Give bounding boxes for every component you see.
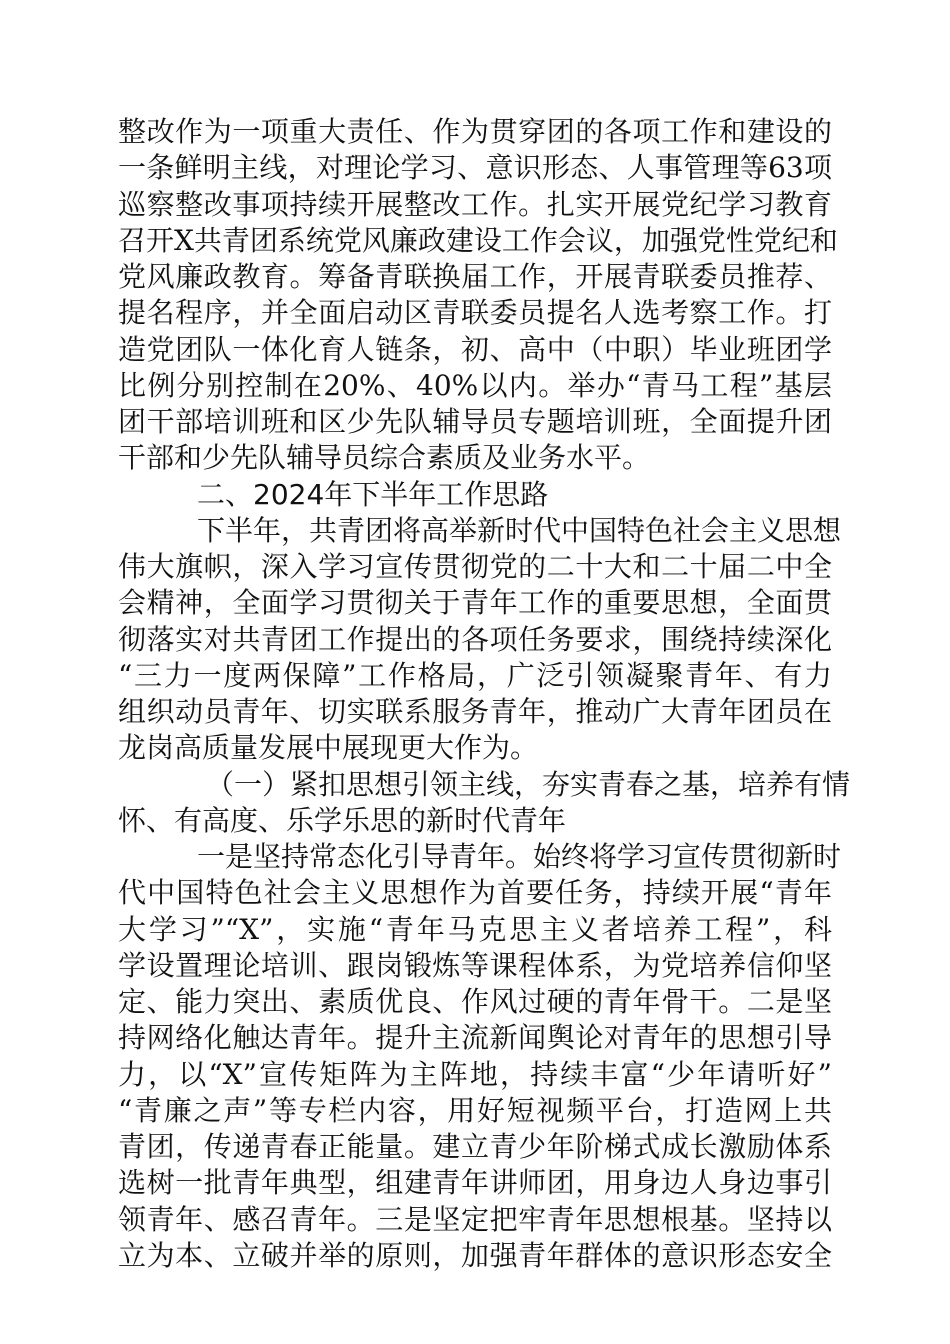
text-line: 大学习”“X”，实施“青年马克思主义者培养工程”，科 bbox=[118, 912, 832, 946]
text-line: 定、能力突出、素质优良、作风过硬的青年骨干。二是坚 bbox=[118, 985, 832, 1018]
text-line: 比例分别控制在20%、40%以内。举办“青马工程”基层 bbox=[118, 368, 832, 402]
text-line: 会精神，全面学习贯彻关于青年工作的重要思想，全面贯 bbox=[118, 586, 832, 620]
paragraph-second-half-overview bbox=[118, 513, 842, 767]
section-heading bbox=[118, 477, 832, 513]
paragraph-ideological-guidance bbox=[118, 839, 842, 1274]
text-line: 代中国特色社会主义思想作为首要任务，持续开展“青年 bbox=[118, 876, 832, 910]
text-line: 整改作为一项重大责任、作为贯穿团的各项工作和建设的 bbox=[118, 115, 832, 148]
text-line: 龙岗高质量发展中展现更大作为。 bbox=[118, 731, 539, 765]
text-line: 领青年、感召青年。三是坚定把牢青年思想根基。坚持以 bbox=[118, 1202, 832, 1236]
text-line: 青团，传递青春正能量。建立青少年阶梯式成长激励体系 bbox=[118, 1130, 832, 1163]
text-line: 力，以“X”宣传矩阵为主阵地，持续丰富“少年请听好” bbox=[118, 1057, 832, 1091]
text-line: 党风廉政教育。筹备青联换届工作，开展青联委员推荐、 bbox=[118, 260, 832, 293]
text-line: 一条鲜明主线，对理论学习、意识形态、人事管理等63项 bbox=[118, 151, 832, 185]
text-line: 选树一批青年典型，组建青年讲师团，用身边人身边事引 bbox=[118, 1166, 832, 1200]
text-line: 伟大旗帜，深入学习宣传贯彻党的二十大和二十届二中全 bbox=[118, 550, 832, 583]
text-line: “青廉之声”等专栏内容，用好短视频平台，打造网上共 bbox=[118, 1093, 832, 1127]
paragraph-progress-summary bbox=[118, 114, 838, 477]
text-line: 彻落实对共青团工作提出的各项任务要求，围绕持续深化 bbox=[118, 622, 832, 656]
subheading-line: （一）紧扣思想引领主线，夯实青春之基，培养有情 bbox=[206, 767, 851, 801]
text-line: 立为本、立破并举的原则，加强青年群体的意识形态安全 bbox=[118, 1238, 832, 1272]
text-line: 干部和少先队辅导员综合素质及业务水平。 bbox=[118, 441, 651, 475]
text-line: 下半年，共青团将高举新时代中国特色社会主义思想 bbox=[197, 513, 842, 547]
text-line: 一是坚持常态化引导青年。始终将学习宣传贯彻新时 bbox=[197, 840, 842, 873]
document-body bbox=[118, 114, 851, 1274]
text-line: 造党团队一体化育人链条，初、高中（中职）毕业班团学 bbox=[118, 332, 832, 366]
text-line: “三力一度两保障”工作格局，广泛引领凝聚青年、有力 bbox=[118, 658, 832, 692]
text-line: 持网络化触达青年。提升主流新闻舆论对青年的思想引导 bbox=[118, 1021, 832, 1055]
text-line: 召开X共青团系统党风廉政建设工作会议，加强党性党纪和 bbox=[118, 223, 838, 257]
text-line: 学设置理论培训、跟岗锻炼等课程体系，为党培养信仰坚 bbox=[118, 948, 832, 982]
text-line: 提名程序，并全面启动区青联委员提名人选考察工作。打 bbox=[118, 296, 832, 330]
subheading-line: 怀、有高度、乐学乐思的新时代青年 bbox=[118, 803, 567, 837]
text-line: 巡察整改事项持续开展整改工作。扎实开展党纪学习教育 bbox=[118, 187, 832, 221]
heading-line: 二、2024年下半年工作思路 bbox=[197, 477, 549, 511]
subsection-heading bbox=[118, 767, 851, 840]
text-line: 团干部培训班和区少先队辅导员专题培训班，全面提升团 bbox=[118, 405, 832, 438]
text-line: 组织动员青年、切实联系服务青年，推动广大青年团员在 bbox=[118, 695, 832, 728]
